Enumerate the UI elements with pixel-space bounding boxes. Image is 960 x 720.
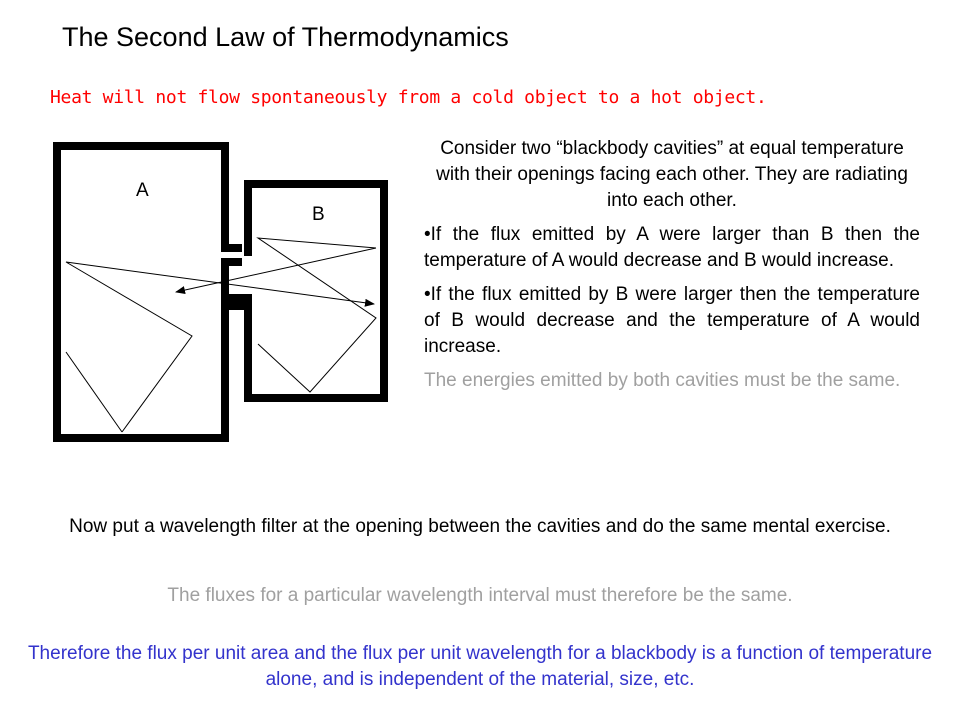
cavity-a-label: A (136, 180, 149, 201)
bullet-flux-b: •If the flux emitted by B were larger then the temperature of B would decrease and the temperature of A would increase. (424, 284, 920, 357)
subtitle-statement: Heat will not flow spontaneously from a cold object to a hot object. (50, 87, 767, 108)
wavelength-filter-paragraph: Now put a wavelength filter at the opening between the cavities and do the same mental exercise. (69, 516, 891, 537)
slide-title: The Second Law of Thermodynamics (62, 22, 509, 52)
blackbody-cavities-diagram (0, 0, 420, 460)
explanation-column (424, 136, 920, 394)
equal-energies-statement: The energies emitted by both cavities must be the same. (424, 370, 901, 391)
ray-path-a-bounce (66, 262, 374, 432)
bullet-flux-a: •If the flux emitted by A were larger than B then the temperature of A would decrease and B would increase. (424, 224, 920, 271)
ray-path-a-to-b (66, 352, 122, 432)
ray-arrow-b-to-a (176, 248, 376, 292)
fluxes-statement: The fluxes for a particular wavelength interval must therefore be the same. (167, 585, 793, 606)
final-conclusion: Therefore the flux per unit area and the flux per unit wavelength for a blackbody is a function of temperature alone, and is independent of the material, size, etc. (27, 643, 933, 690)
cavity-b-label: B (312, 204, 325, 225)
intro-paragraph: Consider two “blackbody cavities” at equal temperature with their openings facing each other. They are radiating into each other. (436, 138, 908, 211)
